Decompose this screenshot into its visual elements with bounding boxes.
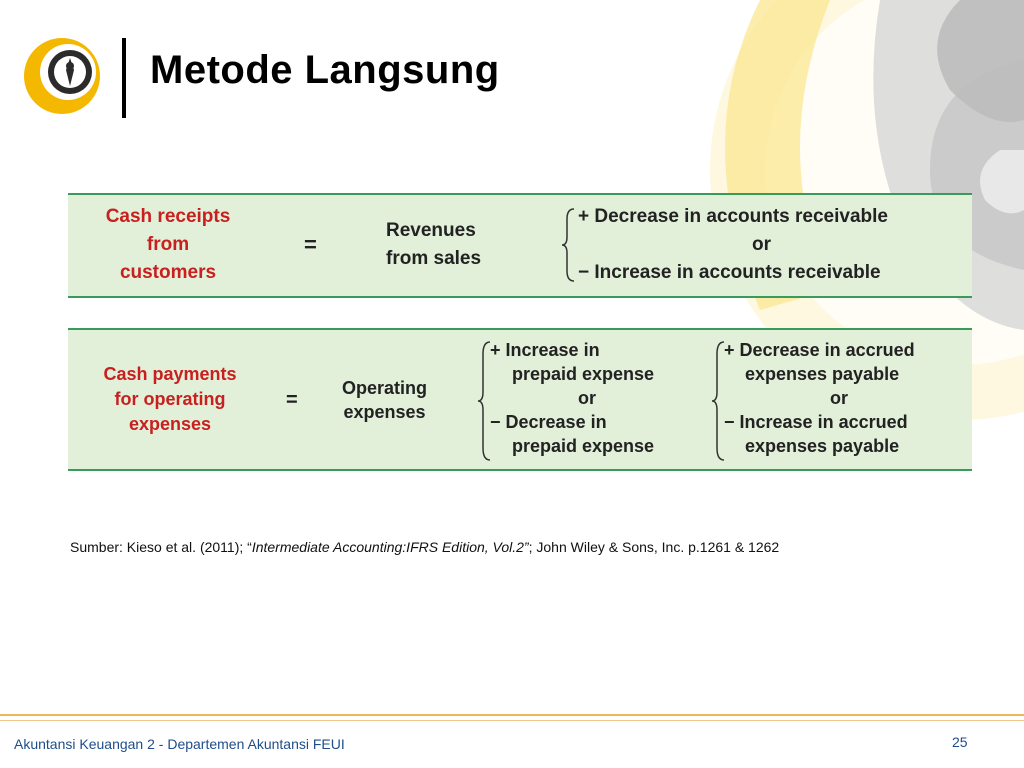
group1-line: + Increase in [490,340,600,360]
formula1-base [386,217,481,273]
formula1-label-line: Cash receipts [105,206,231,227]
formula2-label-line: Cash payments [103,364,237,384]
group1-line: or [578,388,596,408]
group1-line: prepaid expense [512,436,655,456]
left-brace-icon [560,207,576,283]
footer-text: Akuntansi Keuangan 2 - Departemen Akuntansi FEUI [14,736,345,752]
formula1-plus-option: + Decrease in accounts receivable [578,206,888,227]
formula2-label-line: expenses [128,414,212,434]
formula2-base-line: Operating [342,378,428,398]
group2-line: or [830,388,848,408]
formula1-equals: = [304,232,317,257]
formula2-base [342,376,427,424]
formula1-label-line: customers [119,262,217,283]
formula2-group1 [490,338,654,458]
formula1-label [68,203,268,287]
formula2-label [68,362,272,437]
formula1-or: or [752,234,771,255]
formula1-minus-option: − Increase in accounts receivable [578,262,881,283]
group1-line: − Decrease in [490,412,607,432]
group2-line: − Increase in accrued [724,412,908,432]
formula-cash-receipts [68,193,972,298]
page-title: Metode Langsung [150,48,500,92]
source-citation [70,539,779,555]
title-divider [122,38,126,118]
formula1-base-line: Revenues [386,220,476,241]
formula1-label-line: from [146,234,190,255]
formula1-base-line: from sales [386,248,482,269]
source-prefix: Sumber: Kieso et al. (2011); “ [70,539,252,555]
footer-divider-thin [0,720,1024,721]
formula2-label-line: for operating [114,389,226,409]
formula2-group2 [724,338,915,458]
group1-line: prepaid expense [512,364,655,384]
group2-line: + Decrease in accrued [724,340,915,360]
formula2-base-line: expenses [343,402,426,422]
source-book-title: Intermediate Accounting:IFRS Edition, Vol.2” [251,539,529,555]
formula-cash-payments [68,328,972,471]
group2-line: expenses payable [745,436,900,456]
group2-line: expenses payable [745,364,900,384]
footer-divider [0,714,1024,716]
page-number: 25 [952,734,968,750]
university-logo [22,36,102,116]
source-suffix: ; John Wiley & Sons, Inc. p.1261 & 1262 [528,539,780,555]
formula2-equals: = [286,389,298,411]
